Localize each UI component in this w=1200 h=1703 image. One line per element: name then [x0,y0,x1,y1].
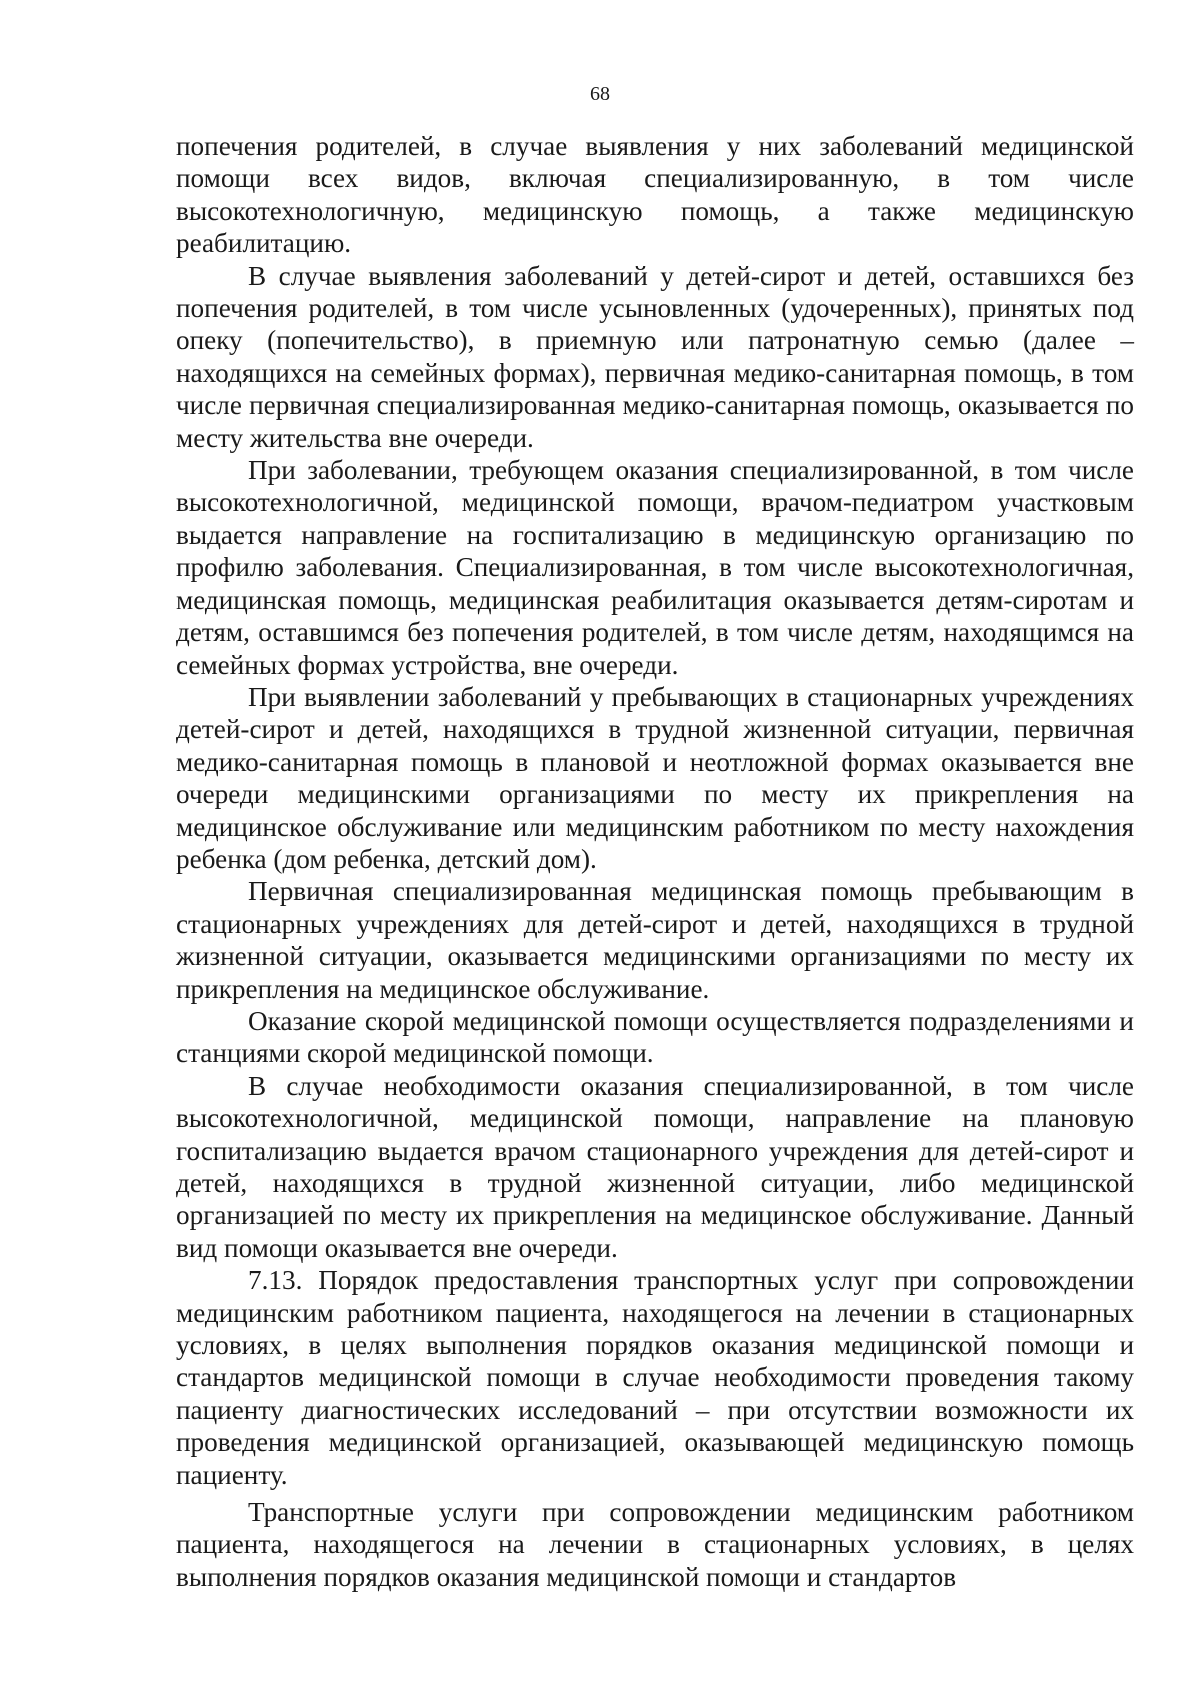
page-number: 68 [590,83,610,105]
paragraph-continuation: попечения родителей, в случае выявления у них заболеваний медицинской помощи всех видов, включая специализированную, в том числе высокотехнологичную, медицинскую помощь, а также медицинскую реабилитацию. [176,131,1134,259]
paragraph-stationary-institutions: При выявлении заболеваний у пребывающих в стационарных учреждениях детей-сирот и детей, находящихся в трудной жизненной ситуации, первичная медико-санитарная помощь в плановой и неотложной формах оказывается вне очереди медицинскими организациями по месту их прикрепления на медицинское обслуживание или медицинским работником по месту нахождения ребенка (дом ребенка, детский дом). [176,681,1134,874]
document-body [176,130,1134,1593]
paragraph-emergency-care: Оказание скорой медицинской помощи осуществляется подразделениями и станциями скорой медицинской помощи. [176,1005,1134,1069]
paragraph-hospitalization-referral: В случае необходимости оказания специализированной, в том числе высокотехнологичной, медицинской помощи, направление на плановую госпитализацию выдается врачом стационарного учреждения для детей-сирот и детей, находящихся в трудной жизненной ситуации, либо медицинской организацией по месту их прикрепления на медицинское обслуживание. Данный вид помощи оказывается вне очереди. [176,1070,1134,1263]
paragraph-section-7-13: 7.13. Порядок предоставления транспортных услуг при сопровождении медицинским работником пациента, находящегося на лечении в стационарных условиях, в целях выполнения порядков оказания медицинской помощи и стандартов медицинской помощи в случае необходимости проведения такому пациенту диагностических исследований – при отсутствии возможности их проведения медицинской организацией, оказывающей медицинскую помощь пациенту. [176,1265,1134,1490]
paragraph-orphans-family-forms: В случае выявления заболеваний у детей-сирот и детей, оставшихся без попечения родителей, в том числе усыновленных (удочеренных), принятых под опеку (попечительство), в приемную или патронатную семью (далее – находящихся на семейных формах), первичная медико-санитарная помощь, в том числе первичная специализированная медико-санитарная помощь, оказывается по месту жительства вне очереди. [176,260,1134,453]
paragraph-transport-services: Транспортные услуги при сопровождении медицинским работником пациента, находящегося на лечении в стационарных условиях, в целях выполнения порядков оказания медицинской помощи и стандартов [176,1497,1134,1592]
paragraph-primary-specialized-care: Первичная специализированная медицинская помощь пребывающим в стационарных учреждениях для детей-сирот и детей, находящихся в трудной жизненной ситуации, оказывается медицинскими организациями по месту их прикрепления на медицинское обслуживание. [176,876,1134,1004]
paragraph-specialized-care-referral: При заболевании, требующем оказания специализированной, в том числе высокотехнологичной, медицинской помощи, врачом-педиатром участковым выдается направление на госпитализацию в медицинскую организацию по профилю заболевания. Специализированная, в том числе высокотехнологичная, медицинская помощь, медицинская реабилитация оказывается детям-сиротам и детям, оставшимся без попечения родителей, в том числе детям, находящимся на семейных формах устройства, вне очереди. [176,455,1134,680]
